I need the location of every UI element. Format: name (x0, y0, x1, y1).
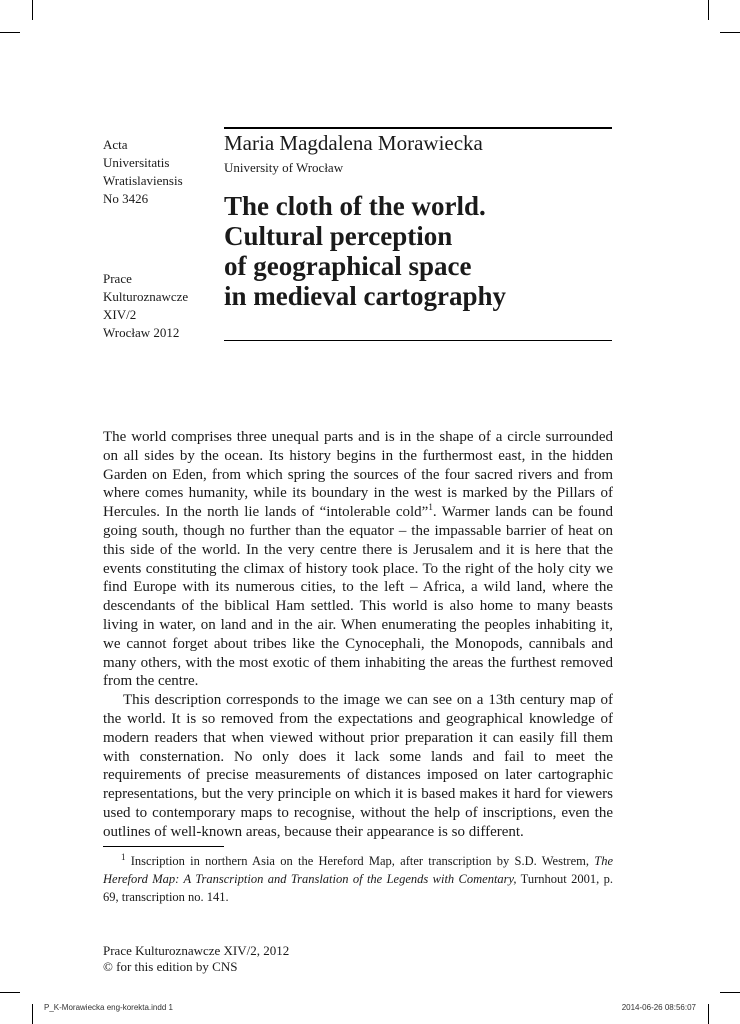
author-name: Maria Magdalena Morawiecka (224, 131, 483, 155)
footnote (103, 852, 613, 906)
title-line: in medieval cartography (224, 281, 506, 311)
journal-info (103, 136, 183, 208)
footnote-text: Inscription in northern Asia on the Hereford Map, after transcription by S.D. Westrem, (125, 854, 595, 868)
journal-line: Universitatis (103, 155, 170, 170)
crop-mark (720, 32, 740, 33)
series-line: XIV/2 (103, 307, 137, 322)
journal-line: No 3426 (103, 191, 149, 206)
title-line: Cultural perception (224, 221, 453, 251)
top-rule (224, 127, 612, 129)
paragraph (103, 428, 613, 691)
series-line: Kulturoznawcze (103, 289, 189, 304)
paragraph: This description corresponds to the image we can see on a 13th century map of the world. It is so removed from the expectations and geographical knowledge of modern readers that when viewed without prior preparation it can easily fill them with consternation. No only does it lack some lands and fail to meet the requirements of precise measurements of distances imposed on later cartographic representations, but the very principle on which it is based makes it hard for viewers used to contemporary maps to recognise, without the help of inscriptions, even the outlines of well-known areas, because their appearance is so different. (103, 692, 613, 840)
crop-mark (720, 992, 740, 993)
print-slug-date: 2014-06-26 08:56:07 (621, 1003, 696, 1012)
body-text (103, 428, 613, 842)
crop-mark (0, 992, 20, 993)
journal-line: Acta (103, 137, 128, 152)
series-info (103, 270, 188, 342)
footnote-rule (103, 846, 224, 847)
footnote-book-title: The Hereford Map: A Transcription and Translation of the Legends with Comentary, (103, 854, 613, 886)
bottom-rule (224, 340, 612, 341)
crop-mark (708, 1004, 709, 1024)
crop-mark (708, 0, 709, 20)
footnote-reference[interactable]: 1 (428, 502, 433, 513)
copyright-line: © for this edition by CNS (103, 959, 238, 974)
title-line: The cloth of the world. (224, 191, 486, 221)
journal-line: Wratislaviensis (103, 173, 183, 188)
series-line: Wrocław 2012 (103, 325, 180, 340)
title-line: of geographical space (224, 251, 472, 281)
crop-mark (0, 32, 20, 33)
publisher-line: Prace Kulturoznawcze XIV/2, 2012 (103, 943, 290, 958)
author-affiliation: University of Wrocław (224, 160, 344, 175)
paragraph-text: The world comprises three unequal parts and is in the shape of a circle surrounded on all sides by the ocean. Its history begins in the furthermost east, in the hidden Garden on Eden, from which spring the sources of the four sacred rivers and from where comes humanity, while its boundary in the west is marked by the Pillars of Hercules. In the north lie lands of “intolerable cold” (103, 429, 613, 521)
crop-mark (32, 1004, 33, 1024)
article-title (224, 191, 506, 311)
footnote-text: Turnhout 2001, p. 69, transcription no. 141. (103, 872, 614, 904)
series-line: Prace (103, 271, 132, 286)
publisher-info (103, 943, 289, 975)
print-slug-file: P_K-Morawiecka eng-korekta.indd 1 (44, 1003, 173, 1012)
paragraph-text: . Warmer lands can be found going south, though no further than the equator – the impassable barrier of heat on this side of the world. In the very centre there is Jerusalem and it is here that the events constituting the climax of history took place. To the right of the holy city we find Europe with its numerous cities, to the left – Africa, a wild land, where the descendants of the biblical Ham settled. This world is also home to many beasts living in water, on land and in the air. When enumerating the peoples inhabiting it, we cannot forget about tribes like the Cynocephali, the Monopods, cannibals and many others, with the most exotic of them inhabiting the areas the furthest removed from the centre. (103, 504, 613, 690)
footnote-number: 1 (121, 851, 126, 862)
crop-mark (32, 0, 33, 20)
